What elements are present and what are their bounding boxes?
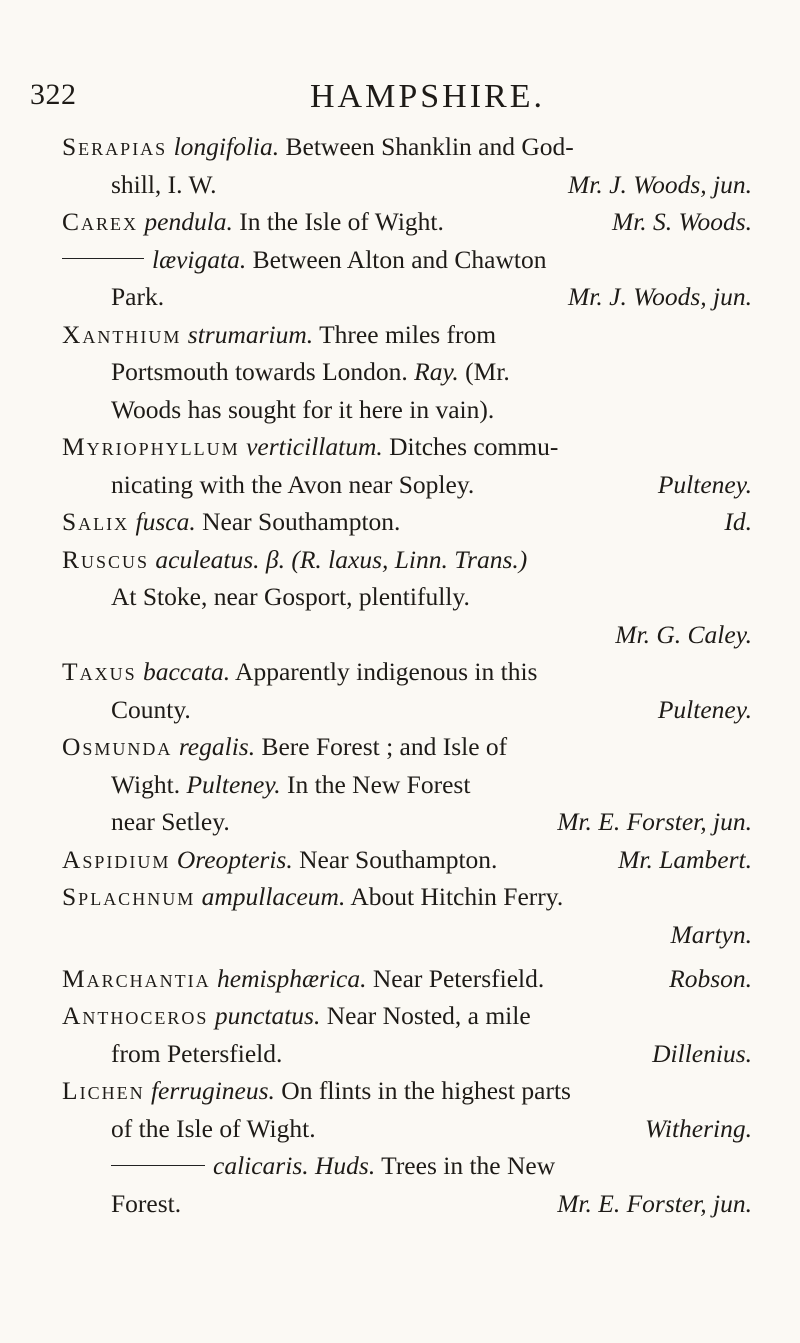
locality: Bere Forest ; and Isle of: [261, 732, 508, 761]
species: lævigata.: [152, 244, 247, 274]
species-list: [62, 128, 752, 1222]
species: regalis.: [178, 732, 256, 761]
entry-serapias: [62, 128, 752, 203]
authority: Mr. J. Woods, jun.: [568, 169, 752, 199]
locality: Apparently indigenous in this: [235, 657, 538, 686]
note: Woods has sought for it here in vain).: [111, 394, 495, 424]
entry-taxus: [62, 653, 752, 728]
species: pendula.: [144, 207, 233, 236]
locality: At Stoke, near Gosport, plentifully.: [111, 582, 470, 611]
locality: County.: [111, 694, 191, 724]
locality: Park.: [111, 282, 165, 311]
genus: Osmunda: [62, 732, 173, 761]
authority: Martyn.: [670, 919, 752, 949]
note: (Mr.: [465, 357, 510, 386]
genus: Salix: [62, 507, 130, 536]
locality: Portsmouth towards London.: [111, 357, 408, 386]
locality: Between Alton and Chawton: [252, 244, 547, 274]
entry-splachnum: [62, 878, 752, 960]
entry-lichen-ferrugineus: [62, 1072, 752, 1147]
locality: Near Nosted, a mile: [326, 1001, 531, 1030]
authority: Mr. E. Forster, jun.: [557, 807, 752, 836]
species: punctatus.: [214, 1001, 321, 1030]
entry-anthoceros: [62, 997, 752, 1072]
locality: About Hitchin Ferry.: [350, 882, 564, 911]
entry-carex-pendula: [62, 203, 752, 241]
locality: Forest.: [111, 1188, 182, 1218]
species: Oreopteris.: [176, 844, 293, 874]
locality: Ditches commu-: [389, 432, 559, 461]
species: aculeatus. β.: [155, 544, 285, 574]
species: fusca.: [135, 507, 196, 536]
genus: Lichen: [62, 1076, 145, 1105]
genus: Marchantia: [62, 963, 211, 993]
reference: Ray.: [414, 357, 459, 386]
genus: Myriophyllum: [62, 432, 240, 461]
locality: from Petersfield.: [111, 1038, 283, 1068]
species: ampullaceum.: [201, 882, 346, 911]
locality: near Setley.: [111, 807, 230, 836]
entry-salix: [62, 503, 752, 541]
locality: Near Southampton.: [299, 844, 498, 874]
genus: Carex: [62, 207, 139, 236]
species: verticillatum.: [246, 432, 383, 461]
species: longifolia.: [173, 132, 280, 161]
reference: Pulteney.: [186, 769, 281, 799]
entry-ruscus: [62, 541, 752, 654]
entry-aspidium: [62, 841, 752, 879]
authority: Mr. E. Forster, jun.: [557, 1188, 752, 1218]
locality: Between Shanklin and God-: [285, 132, 574, 161]
locality: of the Isle of Wight.: [111, 1113, 316, 1143]
species: baccata.: [142, 657, 231, 686]
locality: shill, I. W.: [111, 169, 217, 199]
species: calicaris.: [213, 1151, 309, 1180]
reference: Huds.: [315, 1151, 376, 1180]
locality: Near Southampton.: [202, 507, 401, 536]
locality: Trees in the New: [381, 1151, 556, 1180]
page-number: 322: [30, 78, 77, 111]
species: ferrugineus.: [150, 1076, 275, 1105]
authority: Dillenius.: [652, 1038, 752, 1068]
authority: Mr. S. Woods.: [611, 207, 752, 236]
authority: Withering.: [645, 1113, 752, 1143]
genus: Taxus: [62, 657, 137, 686]
ditto-rule: [62, 258, 144, 259]
entry-osmunda: [62, 728, 752, 841]
synonym-note: (R. laxus, Linn. Trans.): [291, 544, 528, 574]
genus: Xanthium: [62, 319, 182, 349]
authority: Mr. Lambert.: [618, 844, 752, 874]
species: hemisphærica.: [217, 963, 367, 993]
entry-xanthium: [62, 316, 752, 429]
locality: In the New Forest: [287, 769, 471, 799]
genus: Splachnum: [62, 882, 196, 911]
entry-myriophyllum: [62, 428, 752, 503]
locality: On flints in the highest parts: [281, 1076, 571, 1105]
ditto-rule: [111, 1165, 205, 1166]
entry-carex-laevigata: [62, 241, 752, 316]
entry-lichen-calicaris: [62, 1147, 752, 1222]
genus: Ruscus: [62, 544, 150, 574]
authority: Mr. G. Caley.: [615, 619, 752, 649]
genus: Serapias: [62, 132, 168, 161]
authority: Mr. J. Woods, jun.: [568, 282, 752, 311]
entry-marchantia: [62, 960, 752, 998]
authority: Id.: [724, 507, 752, 536]
locality: In the Isle of Wight.: [239, 207, 444, 236]
locality: Three miles from: [319, 319, 497, 349]
genus: Anthoceros: [62, 1001, 209, 1030]
locality: nicating with the Avon near Sopley.: [111, 469, 475, 499]
species: strumarium.: [187, 319, 314, 349]
locality: Near Petersfield.: [372, 963, 545, 993]
genus: Aspidium: [62, 844, 171, 874]
running-head: HAMPSHIRE.: [310, 78, 545, 115]
locality: Wight.: [111, 769, 181, 799]
authority: Robson.: [669, 963, 752, 993]
authority: Pulteney.: [657, 694, 752, 724]
authority: Pulteney.: [657, 469, 752, 499]
